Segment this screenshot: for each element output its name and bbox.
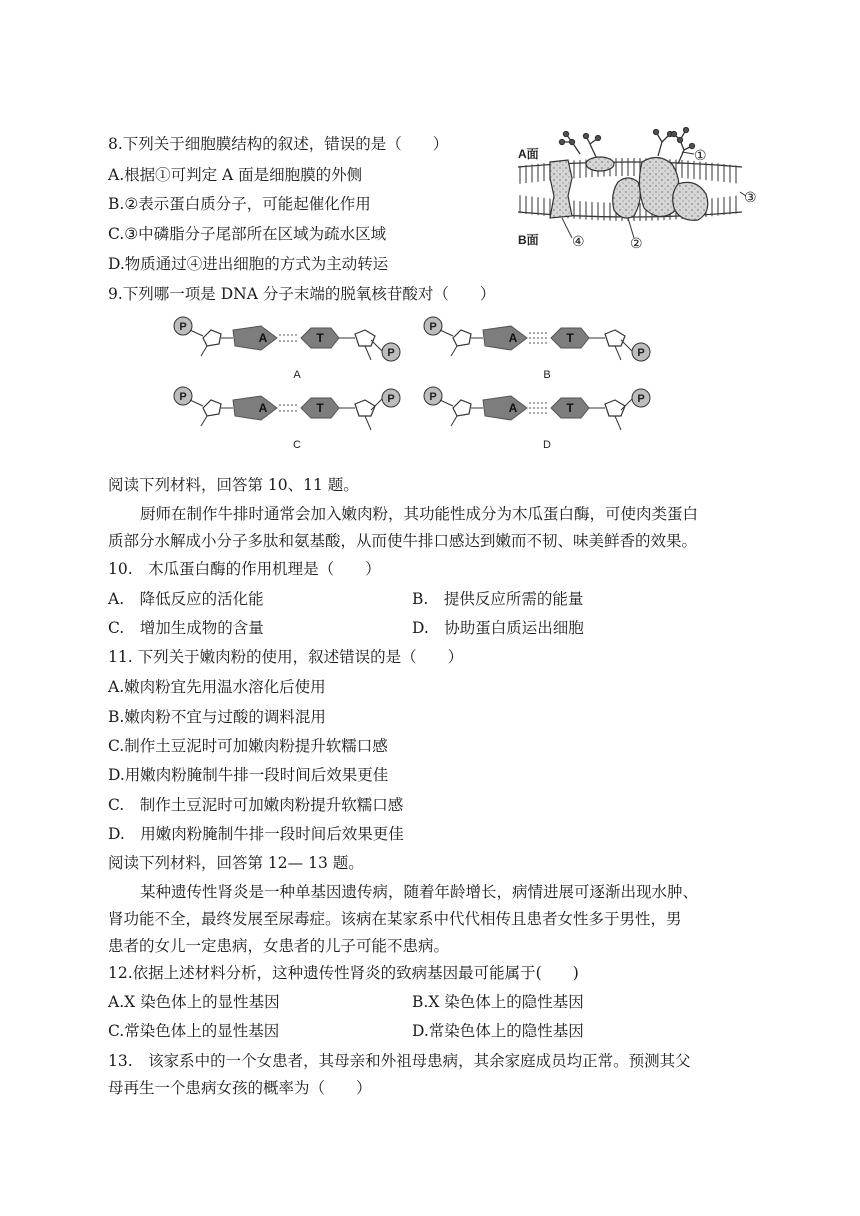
protein-right — [673, 182, 708, 220]
base-right-label: T — [566, 331, 574, 345]
q10-option-d: D. 协助蛋白质运出细胞 — [412, 619, 584, 637]
sugar-right — [355, 330, 375, 346]
q11-option: A.嫩肉粉宜先用温水溶化后使用 — [108, 678, 326, 696]
sugar-left — [453, 400, 471, 416]
channel-protein-4 — [550, 160, 572, 218]
q10-option-a: A. 降低反应的活化能 — [108, 590, 264, 608]
sugar-chains — [560, 128, 695, 165]
reading-paragraph-line: 患者的女儿一定患病，女患者的儿子可能不患病。 — [108, 937, 450, 955]
base-left — [483, 326, 527, 350]
q12-option-c: C.常染色体上的显性基因 — [108, 1022, 280, 1040]
dna-panel-b — [424, 317, 650, 381]
phosphate-right-label: P — [387, 347, 395, 359]
label-b-side: B面 — [518, 233, 539, 247]
q10-option-b: B. 提供反应所需的能量 — [412, 590, 584, 608]
q8-option-d: D.物质通过④进出细胞的方式为主动转运 — [108, 255, 389, 273]
q11-option: C. 制作土豆泥时可加嫩肉粉提升软糯口感 — [108, 796, 404, 814]
q11-option: B.嫩肉粉不宜与过酸的调料混用 — [108, 708, 326, 726]
reading-intro-10-11: 阅读下列材料，回答第 10、11 题。 — [108, 476, 359, 494]
q11-option: D.用嫩肉粉腌制牛排一段时间后效果更佳 — [108, 766, 389, 784]
sugar-right — [355, 400, 375, 416]
label-3: ③ — [744, 189, 757, 205]
phosphate-right-label: P — [387, 393, 395, 405]
q10-option-c: C. 增加生成物的含量 — [108, 619, 264, 637]
label-4: ④ — [572, 233, 585, 249]
q9-stem: 9.下列哪一项是 DNA 分子末端的脱氧核苷酸对（ ） — [108, 285, 496, 303]
cell-membrane-figure — [510, 112, 770, 260]
panel-letter: C — [293, 439, 301, 451]
q11-stem: 11. 下列关于嫩肉粉的使用，叙述错误的是（ ） — [108, 648, 464, 666]
panel-letter: B — [543, 369, 551, 381]
base-left — [233, 396, 277, 420]
base-left-label: A — [258, 331, 268, 345]
dna-panel-c — [174, 387, 400, 451]
base-left-label: A — [258, 401, 268, 415]
reading-paragraph-line: 厨师在制作牛排时通常会加入嫩肉粉，其功能性成分为木瓜蛋白酶，可使肉类蛋白 — [140, 505, 699, 523]
dna-nucleotide-pair-figure — [165, 316, 665, 456]
base-right-label: T — [566, 401, 574, 415]
glycoprotein-1 — [639, 157, 679, 216]
reading-paragraph-line: 质部分水解成小分子多肽和氨基酸，从而使牛排口感达到嫩而不韧、味美鲜香的效果。 — [108, 532, 698, 550]
q11-option: D. 用嫩肉粉腌制牛排一段时间后效果更佳 — [108, 825, 404, 843]
base-left-label: A — [508, 401, 518, 415]
q8-option-a: A.根据①可判定 A 面是细胞膜的外侧 — [108, 166, 363, 184]
sugar-left — [453, 330, 471, 346]
phosphate-left-label: P — [179, 391, 187, 403]
label-1: ① — [694, 147, 707, 163]
q12-option-d: D.常染色体上的隐性基因 — [412, 1022, 584, 1040]
q8-option-c: C.③中磷脂分子尾部所在区域为疏水区域 — [108, 225, 387, 243]
protein-2 — [613, 178, 641, 218]
q11-option: C.制作土豆泥时可加嫩肉粉提升软糯口感 — [108, 737, 388, 755]
reading-paragraph-line: 肾功能不全，最终发展至尿毒症。该病在某家系中代代相传且患者女性多于男性，男 — [108, 910, 682, 928]
q8-option-b: B.②表示蛋白质分子，可能起催化作用 — [108, 195, 371, 213]
q8-stem: 8.下列关于细胞膜结构的叙述，错误的是（ ） — [108, 135, 449, 153]
phosphate-left-label: P — [429, 391, 437, 403]
base-right-label: T — [316, 331, 324, 345]
q13-stem-line: 母再生一个患病女孩的概率为（ ） — [108, 1079, 372, 1097]
base-left — [233, 326, 277, 350]
sugar-left — [203, 330, 221, 346]
dna-panel-d — [424, 387, 650, 451]
q13-stem-line: 13. 该家系中的一个女患者，其母亲和外祖母患病，其余家庭成员均正常。预测其父 — [108, 1052, 691, 1070]
q12-stem: 12.依据上述材料分析，这种遗传性肾炎的致病基因最可能属于( ) — [108, 964, 579, 982]
base-right-label: T — [316, 401, 324, 415]
q12-option-a: A.X 染色体上的显性基因 — [108, 993, 280, 1011]
label-2: ② — [630, 235, 643, 251]
dna-panel-a — [174, 317, 400, 381]
label-a-side: A面 — [518, 147, 539, 161]
phosphate-right-label: P — [637, 393, 645, 405]
phosphate-left-label: P — [179, 321, 187, 333]
panel-letter: A — [293, 369, 301, 381]
q12-option-b: B.X 染色体上的隐性基因 — [412, 993, 584, 1011]
reading-intro-12-13: 阅读下列材料，回答第 12— 13 题。 — [108, 854, 364, 872]
panel-letter: D — [543, 439, 551, 451]
base-left-label: A — [508, 331, 518, 345]
sugar-right — [605, 400, 625, 416]
base-left — [483, 396, 527, 420]
phosphate-right-label: P — [637, 347, 645, 359]
sugar-right — [605, 330, 625, 346]
peripheral-protein — [586, 157, 614, 171]
sugar-left — [203, 400, 221, 416]
reading-paragraph-line: 某种遗传性肾炎是一种单基因遗传病，随着年龄增长，病情进展可逐渐出现水肿、 — [140, 883, 699, 901]
phosphate-left-label: P — [429, 321, 437, 333]
q10-stem: 10. 木瓜蛋白酶的作用机理是（ ） — [108, 560, 381, 578]
